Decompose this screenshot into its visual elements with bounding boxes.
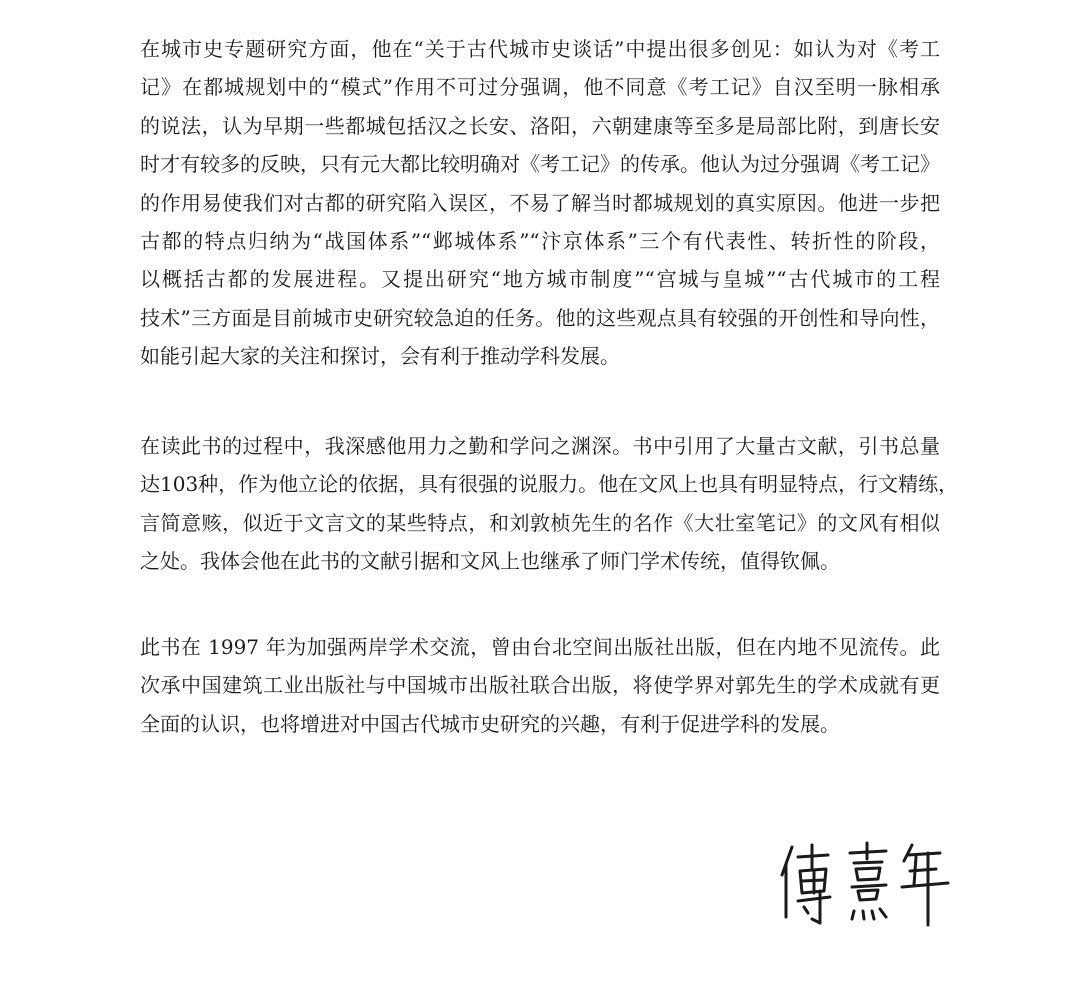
text-line: 记》在都城规划中的“模式”作用不可过分强调，他不同意《考工记》自汉至明一脉相承	[140, 75, 940, 100]
paragraph-publication-history	[140, 628, 940, 743]
handwritten-signature	[770, 835, 960, 930]
text-line: 次承中国建筑工业出版社与中国城市出版社联合出版，将使学界对郭先生的学术成就有更	[140, 673, 940, 698]
text-line: 言简意赅，似近于文言文的某些特点，和刘敦桢先生的名作《大壮室笔记》的文风有相似	[140, 510, 940, 535]
paragraph-urban-history-research	[140, 30, 940, 376]
text-line: 在城市史专题研究方面，他在“关于古代城市史谈话”中提出很多创见：如认为对《考工	[140, 37, 940, 61]
paragraph-reading-impression	[140, 427, 959, 581]
text-line: 的说法，认为早期一些都城包括汉之长安、洛阳，六朝建康等至多是局部比附，到唐长安	[140, 113, 940, 138]
text-line: 技术”三方面是目前城市史研究较急迫的任务。他的这些观点具有较强的开创性和导向性，	[140, 305, 940, 330]
text-line: 如能引起大家的关注和探讨，会有利于推动学科发展。	[140, 344, 620, 369]
text-line: 此书在 1997 年为加强两岸学术交流，曾由台北空间出版社出版，但在内地不见流传。此	[140, 635, 940, 659]
text-line: 的作用易使我们对古都的研究陷入误区，不易了解当时都城规划的真实原因。他进一步把	[140, 190, 940, 215]
text-line: 在读此书的过程中，我深感他用力之勤和学问之渊深。书中引用了大量古文献，引书总量	[140, 434, 940, 458]
text-line: 以概括古都的发展进程。又提出研究“地方城市制度”“宫城与皇城”“古代城市的工程	[140, 267, 940, 292]
text-line: 时才有较多的反映，只有元大都比较明确对《考工记》的传承。他认为过分强调《考工记》	[140, 152, 940, 177]
text-line: 全面的认识，也将增进对中国古代城市史研究的兴趣，有利于促进学科的发展。	[140, 711, 840, 736]
text-line: 之处。我体会他在此书的文献引据和文风上也继承了师门学术传统，值得钦佩。	[140, 549, 840, 574]
text-line: 古都的特点归纳为“战国体系”“邺城体系”“汴京体系”三个有代表性、转折性的阶段，	[140, 228, 940, 253]
text-line: 达103种，作为他立论的依据，具有很强的说服力。他在文风上也具有明显特点，行文精练，	[140, 472, 959, 497]
